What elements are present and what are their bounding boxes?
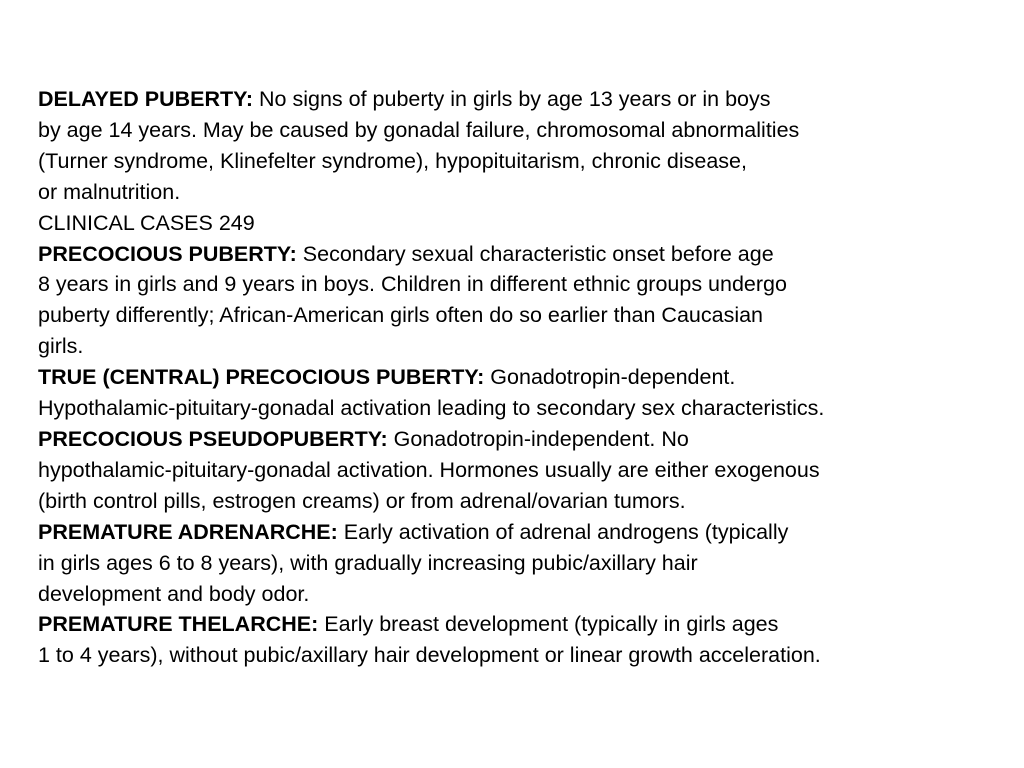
definition-term: TRUE (CENTRAL) PRECOCIOUS PUBERTY: bbox=[38, 365, 485, 390]
definition-text: Secondary sexual characteristic onset before age bbox=[296, 241, 774, 266]
definition-text: Early breast development (typically in girls ages bbox=[318, 612, 779, 637]
definition-line: or malnutrition. bbox=[38, 179, 181, 204]
page-header: CLINICAL CASES 249 bbox=[38, 210, 255, 235]
definition-premature-adrenarche bbox=[38, 517, 1013, 610]
definition-precocious-puberty bbox=[38, 239, 1013, 363]
definition-term: DELAYED PUBERTY: bbox=[38, 87, 254, 111]
definition-line: 8 years in girls and 9 years in boys. Children in different ethnic groups undergo bbox=[38, 272, 787, 297]
definition-true-central-precocious-puberty bbox=[38, 362, 1013, 424]
definition-line: in girls ages 6 to 8 years), with gradually increasing pubic/axillary hair bbox=[38, 550, 698, 575]
definition-line bbox=[38, 239, 1013, 270]
definition-line bbox=[38, 362, 1013, 393]
definition-line: development and body odor. bbox=[38, 581, 310, 606]
definition-term: PRECOCIOUS PSEUDOPUBERTY: bbox=[38, 426, 388, 451]
definition-term: PREMATURE ADRENARCHE: bbox=[38, 519, 338, 544]
definition-line: girls. bbox=[38, 334, 84, 359]
definition-line: puberty differently; African-American girls often do so earlier than Caucasian bbox=[38, 303, 764, 328]
definition-delayed-puberty bbox=[38, 84, 1013, 208]
definition-line bbox=[38, 84, 1013, 115]
definition-line: Hypothalamic-pituitary-gonadal activation leading to secondary sex characteristics. bbox=[38, 396, 825, 421]
definition-line bbox=[38, 609, 1013, 640]
definition-text: Early activation of adrenal androgens (typically bbox=[337, 519, 789, 544]
definition-line: (Turner syndrome, Klinefelter syndrome), hypopituitarism, chronic disease, bbox=[38, 148, 747, 173]
definition-term: PREMATURE THELARCHE: bbox=[38, 612, 319, 637]
definition-line: 1 to 4 years), without pubic/axillary hair development or linear growth acceleration. bbox=[38, 643, 821, 668]
definition-text: Gonadotropin-dependent. bbox=[484, 365, 736, 390]
definition-line: hypothalamic-pituitary-gonadal activation. Hormones usually are either exogenous bbox=[38, 457, 820, 482]
definition-line: (birth control pills, estrogen creams) or from adrenal/ovarian tumors. bbox=[38, 488, 686, 513]
definition-line bbox=[38, 424, 1013, 455]
definition-term: PRECOCIOUS PUBERTY: bbox=[38, 241, 297, 266]
definition-text: Gonadotropin-independent. No bbox=[387, 426, 689, 451]
document-body bbox=[38, 84, 1013, 671]
definition-precocious-pseudopuberty bbox=[38, 424, 1013, 517]
definition-text: No signs of puberty in girls by age 13 years or in boys bbox=[253, 87, 771, 111]
definition-line bbox=[38, 517, 1013, 548]
definition-premature-thelarche bbox=[38, 609, 1013, 671]
definition-line: by age 14 years. May be caused by gonadal failure, chromosomal abnormalities bbox=[38, 117, 800, 142]
